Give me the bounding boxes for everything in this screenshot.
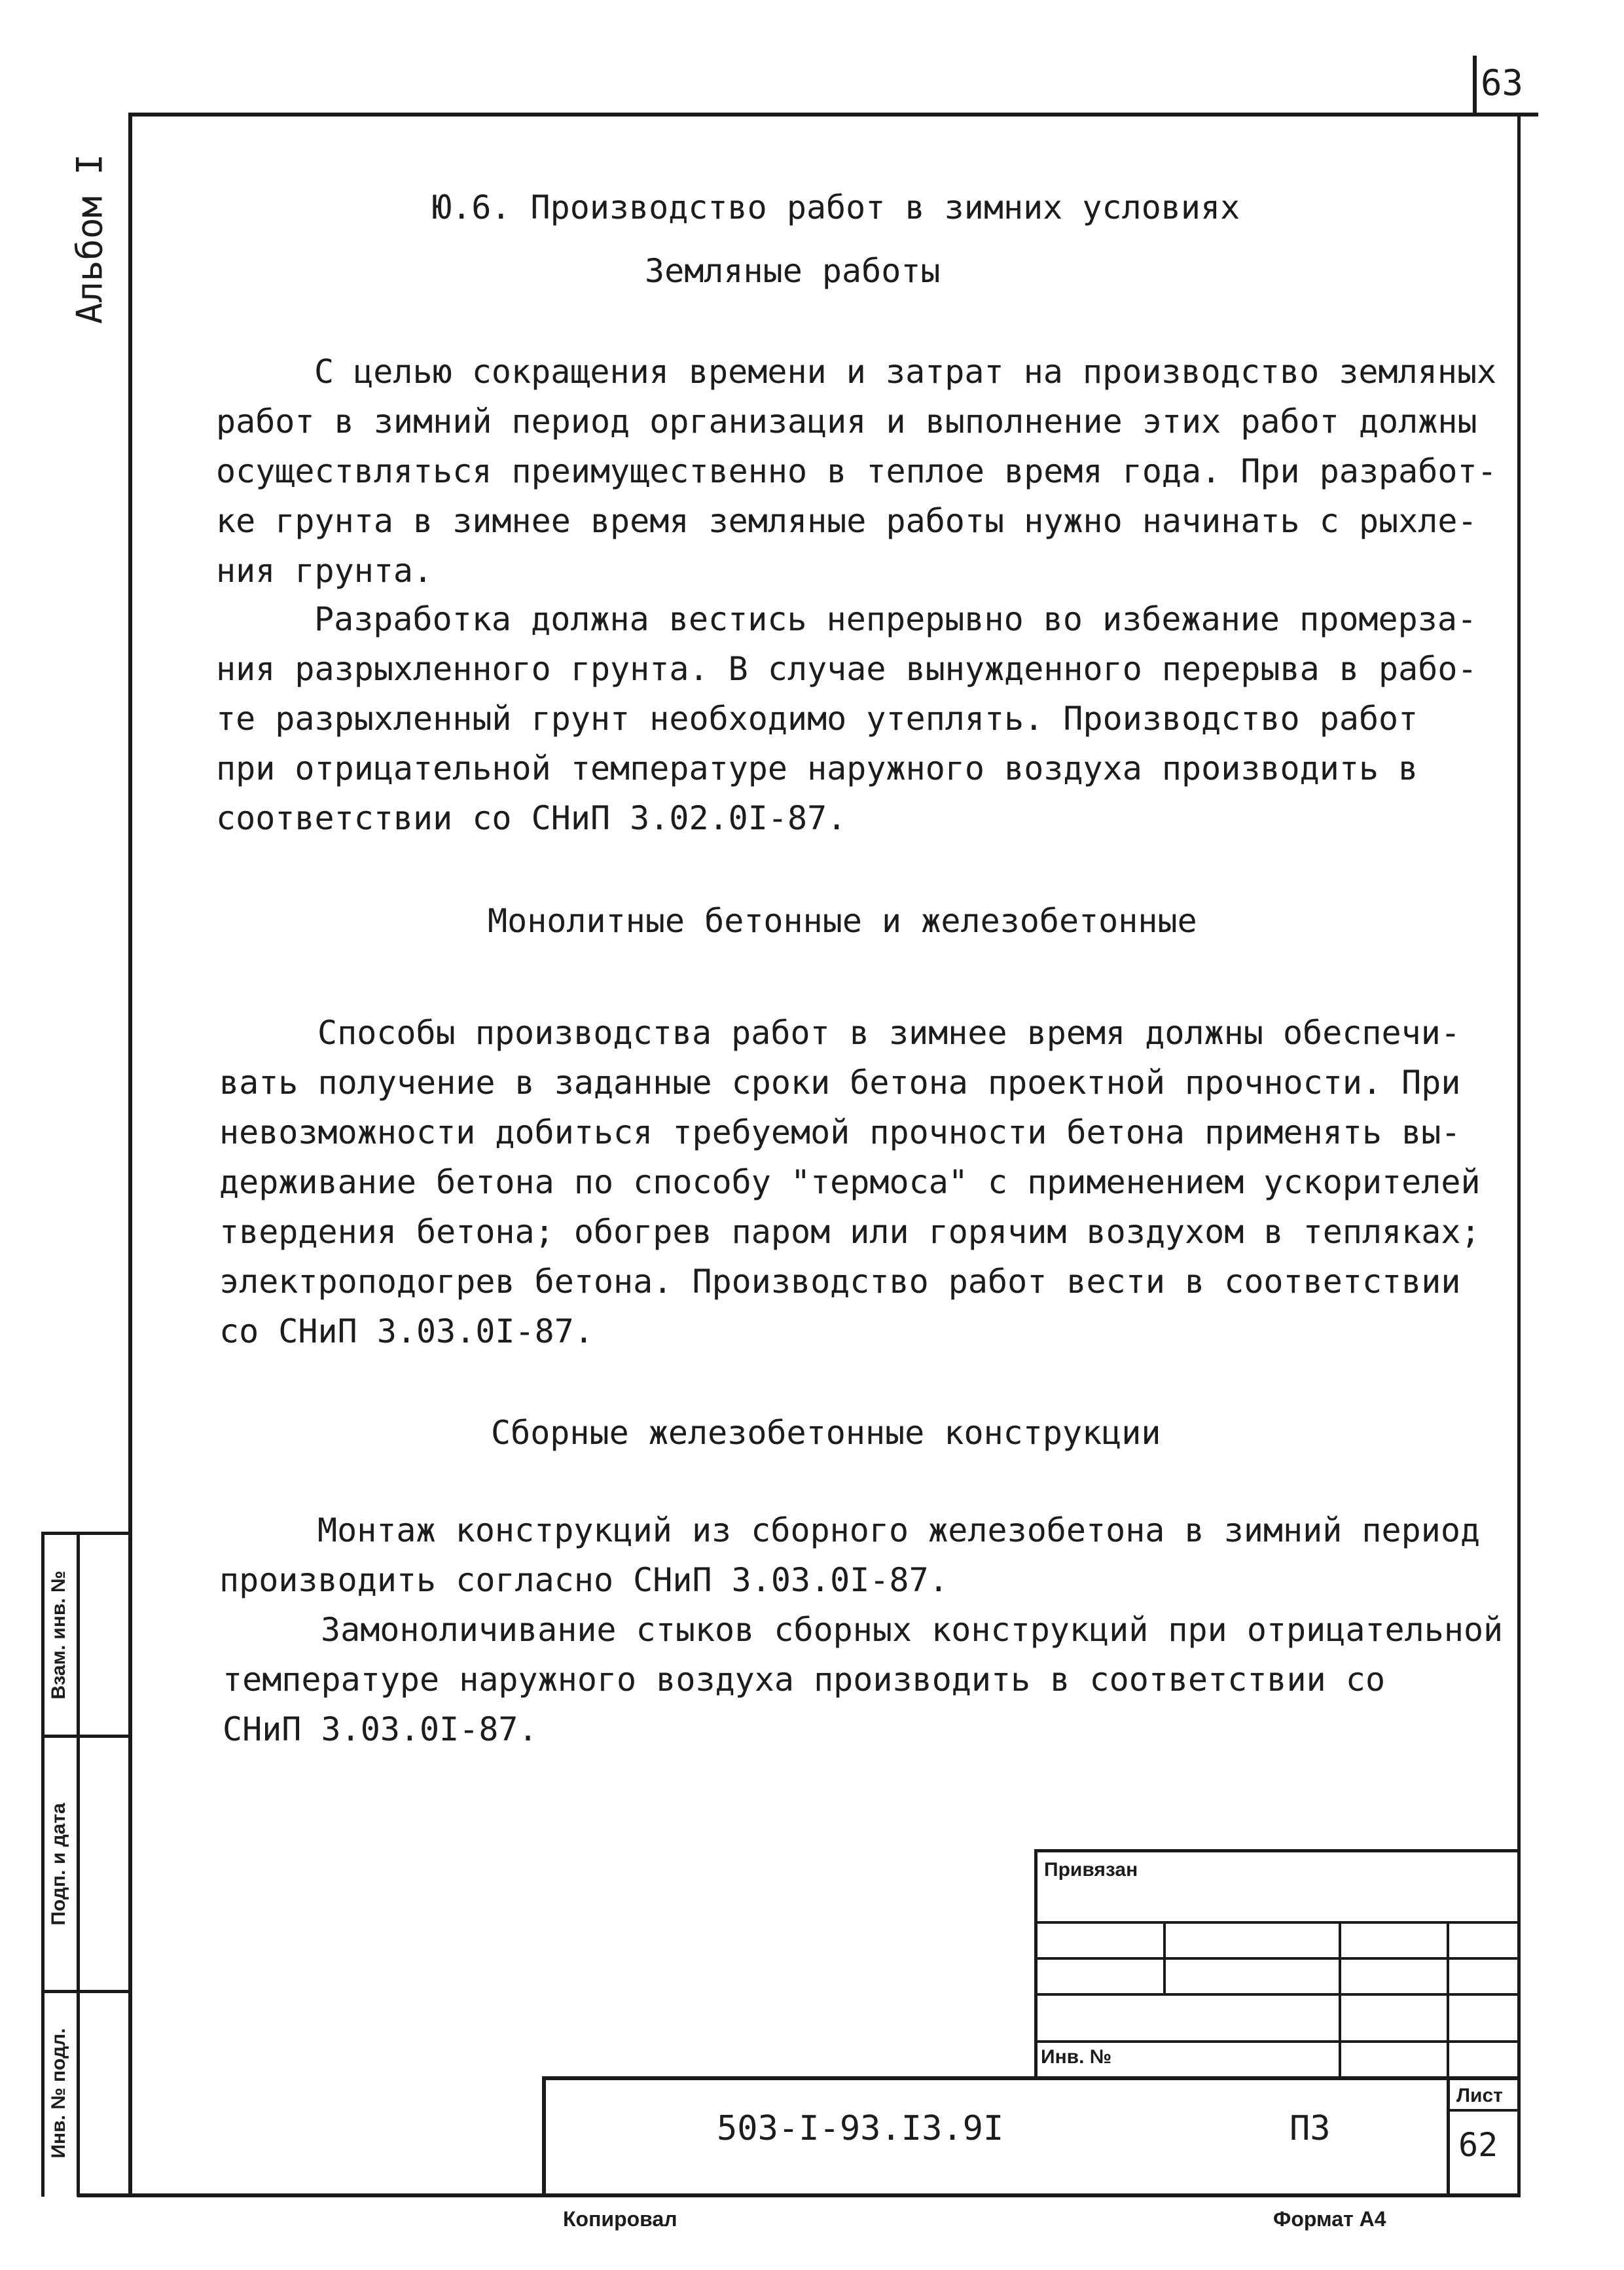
text-line: при отрицательной температуре наружного воздуха производить в <box>216 749 1418 787</box>
page-number-divider <box>1473 56 1477 115</box>
section-title: Ю.6. Производство работ в зимних условиях <box>432 189 1240 226</box>
text-line: Замоноличивание стыков сборных конструкций при отрицательной <box>321 1611 1504 1649</box>
stamp-col-3 <box>1447 1921 1449 2078</box>
main-stamp-left <box>542 2076 546 2197</box>
text-line: держивание бетона по способу "термоса" с применением ускорителей <box>219 1163 1481 1201</box>
text-line: температуре наружного воздуха производить в соответствии со <box>223 1661 1386 1699</box>
text-line: ния грунта. <box>216 552 433 590</box>
paragraph-earthworks-2 <box>216 594 1477 843</box>
text-line: ке грунта в зимнее время земляные работы нужно начинать с рыхле- <box>216 502 1477 540</box>
frame-left <box>128 113 132 2197</box>
document-code: 503-I-93.I3.9I <box>717 2109 1004 2148</box>
text-line: соответствии со СНиП 3.02.0I-87. <box>216 799 847 837</box>
sheet-cell-left <box>1447 2076 1450 2197</box>
text-line: работ в зимний период организация и выполнение этих работ должны <box>216 403 1477 441</box>
side-label-inv-podl: Инв. № подл. <box>48 2028 69 2159</box>
stamp-col-2 <box>1339 1921 1341 2078</box>
text-line: вать получение в заданные сроки бетона проектной прочности. При <box>219 1064 1461 1102</box>
heading-monolithic: Монолитные бетонные и железобетонные <box>488 902 1197 940</box>
stamp-row-4 <box>1034 2040 1519 2043</box>
paragraph-earthworks-1 <box>216 347 1497 596</box>
stamp-privyazan-top <box>1034 1849 1519 1852</box>
text-line: Монтаж конструкций из сборного железобетона в зимний период <box>317 1511 1481 1549</box>
text-line: СНиП 3.03.0I-87. <box>223 1710 538 1748</box>
paragraph-precast-1 <box>219 1505 1480 1605</box>
frame-right <box>1517 117 1521 2197</box>
stamp-row-1 <box>1034 1921 1519 1924</box>
page-number: 63 <box>1481 62 1524 103</box>
text-line: невозможности добиться требуемой прочности бетона применять вы- <box>219 1113 1461 1151</box>
text-line: Способы производства работ в зимнее время должны обеспечи- <box>317 1014 1460 1052</box>
heading-precast: Сборные железобетонные конструкции <box>491 1414 1161 1452</box>
stamp-inv-no-label: Инв. № <box>1041 2046 1112 2068</box>
stamp-privyazan-left <box>1034 1849 1038 2078</box>
text-line: те разрыхленный грунт необходимо утеплять. Производство работ <box>216 700 1418 738</box>
side-stamp-divider <box>77 1532 80 2197</box>
sheet-label: Лист <box>1456 2085 1503 2106</box>
stamp-privyazan-label: Привязан <box>1044 1859 1138 1881</box>
text-line: твердения бетона; обогрев паром или горячим воздухом в тепляках; <box>219 1213 1481 1251</box>
text-line: Разработка должна вестись непрерывно во избежание промерза- <box>314 600 1477 638</box>
stamp-col-1 <box>1163 1921 1166 1995</box>
frame-bottom <box>77 2193 1521 2197</box>
paragraph-precast-2 <box>223 1605 1503 1754</box>
text-line: электроподогрев бетона. Производство работ вести в соответствии <box>219 1263 1461 1301</box>
text-line: С целью сокращения времени и затрат на производство земляных <box>314 353 1497 391</box>
document-type: ПЗ <box>1290 2109 1331 2148</box>
main-stamp-top <box>542 2076 1521 2080</box>
stamp-row-3 <box>1034 1993 1519 1996</box>
sheet-cell-divider <box>1447 2109 1519 2112</box>
frame-top <box>128 113 1538 117</box>
side-label-vzam-inv: Взам. инв. № <box>48 1570 69 1699</box>
footer-format: Формат А4 <box>1273 2207 1386 2231</box>
stamp-row-2 <box>1034 1957 1519 1960</box>
text-line: со СНиП 3.03.0I-87. <box>219 1312 594 1350</box>
heading-earthworks: Земляные работы <box>645 252 941 290</box>
text-line: производить согласно СНиП 3.03.0I-87. <box>219 1561 948 1599</box>
text-line: ния разрыхленного грунта. В случае вынужденного перерыва в рабо- <box>216 650 1477 688</box>
sheet-number: 62 <box>1458 2126 1498 2164</box>
side-label-podp-data: Подп. и дата <box>48 1802 69 1926</box>
footer-copied: Копировал <box>563 2207 677 2231</box>
album-label: Альбом I <box>69 153 111 325</box>
paragraph-monolithic <box>219 1008 1481 1356</box>
text-line: осуществляться преимущественно в теплое время года. При разработ- <box>216 452 1497 490</box>
